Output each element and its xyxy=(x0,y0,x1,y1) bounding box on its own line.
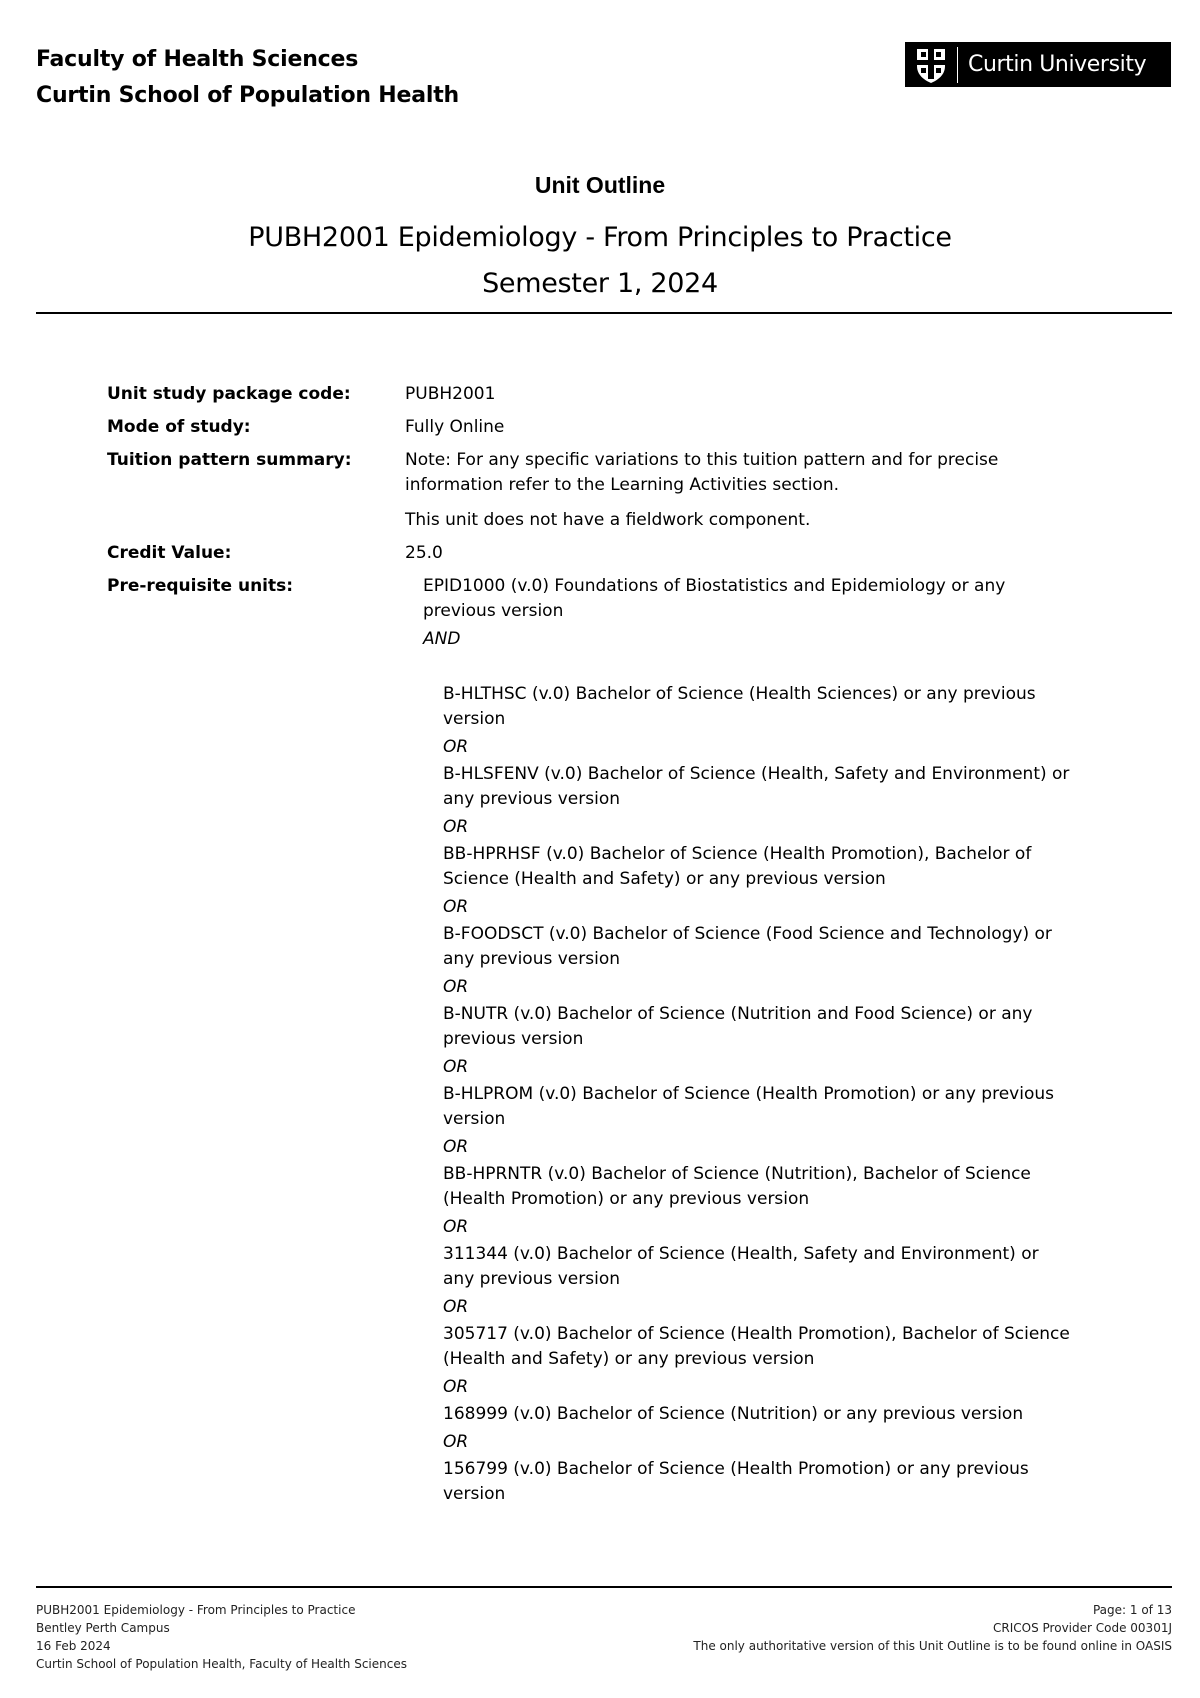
prereq-item: B-FOODSCT (v.0) Bachelor of Science (Food Science and Technology) or any previous version xyxy=(443,924,1052,969)
tuition-row xyxy=(107,448,1087,533)
crest-icon xyxy=(913,46,949,84)
prereq-alternatives xyxy=(443,682,1073,1507)
credit-value: 25.0 xyxy=(405,543,443,563)
logo-text: Curtin University xyxy=(968,52,1147,77)
prereq-item: BB-HPRHSF (v.0) Bachelor of Science (Health Promotion), Bachelor of Science (Health and Safety) or any previous version xyxy=(443,844,1032,889)
or-connector: OR xyxy=(443,1297,469,1317)
package-code-label: Unit study package code: xyxy=(107,384,351,404)
header-divider xyxy=(36,312,1172,314)
cricos-code: CRICOS Provider Code 00301J xyxy=(993,1621,1172,1635)
prereq-item: 168999 (v.0) Bachelor of Science (Nutrition) or any previous version xyxy=(443,1404,1024,1424)
or-connector: OR xyxy=(443,1057,469,1077)
semester-title: Semester 1, 2024 xyxy=(482,268,718,299)
faculty-header xyxy=(36,42,459,114)
prereq-list xyxy=(423,574,1070,1507)
unit-details xyxy=(107,382,1087,1515)
unit-title: PUBH2001 Epidemiology - From Principles to Practice xyxy=(248,222,952,253)
or-connector: OR xyxy=(443,1377,469,1397)
or-connector: OR xyxy=(443,737,469,757)
mode-value: Fully Online xyxy=(405,417,505,437)
school-name: Curtin School of Population Health xyxy=(36,83,459,108)
or-connector: OR xyxy=(443,1137,469,1157)
authoritative-note: The only authoritative version of this Unit Outline is to be found online in OASIS xyxy=(693,1639,1172,1653)
or-connector: OR xyxy=(443,897,469,917)
tuition-fieldwork: This unit does not have a fieldwork component. xyxy=(405,510,811,530)
mode-row xyxy=(107,415,1087,440)
logo-divider xyxy=(957,47,958,83)
prereq-row xyxy=(107,574,1087,1507)
prereq-item: 156799 (v.0) Bachelor of Science (Health Promotion) or any previous version xyxy=(443,1459,1029,1504)
package-code-value: PUBH2001 xyxy=(405,384,496,404)
prereq-item: 305717 (v.0) Bachelor of Science (Health Promotion), Bachelor of Science (Health and Safety) or any previous version xyxy=(443,1324,1070,1369)
prereq-first: EPID1000 (v.0) Foundations of Biostatistics and Epidemiology or any previous version xyxy=(423,576,1006,621)
footer-campus: Bentley Perth Campus xyxy=(36,1621,170,1635)
credit-label: Credit Value: xyxy=(107,543,232,563)
prereq-item: B-HLPROM (v.0) Bachelor of Science (Health Promotion) or any previous version xyxy=(443,1084,1054,1129)
and-connector: AND xyxy=(423,629,461,649)
prereq-label: Pre-requisite units: xyxy=(107,576,294,596)
footer-right xyxy=(693,1601,1172,1655)
footer-unit: PUBH2001 Epidemiology - From Principles to Practice xyxy=(36,1603,356,1617)
footer-school: Curtin School of Population Health, Faculty of Health Sciences xyxy=(36,1657,407,1671)
faculty-name: Faculty of Health Sciences xyxy=(36,47,359,72)
footer-divider xyxy=(36,1586,1172,1588)
or-connector: OR xyxy=(443,1432,469,1452)
prereq-item: B-HLSFENV (v.0) Bachelor of Science (Health, Safety and Environment) or any previous version xyxy=(443,764,1070,809)
tuition-note: Note: For any specific variations to this tuition pattern and for precise information refer to the Learning Activities section. xyxy=(405,450,999,495)
page-number: Page: 1 of 13 xyxy=(1092,1603,1172,1617)
tuition-value xyxy=(405,448,1045,533)
curtin-logo xyxy=(905,42,1171,87)
mode-label: Mode of study: xyxy=(107,417,251,437)
credit-row xyxy=(107,541,1087,566)
prereq-item: 311344 (v.0) Bachelor of Science (Health, Safety and Environment) or any previous version xyxy=(443,1244,1039,1289)
prereq-item: B-NUTR (v.0) Bachelor of Science (Nutrition and Food Science) or any previous version xyxy=(443,1004,1033,1049)
or-connector: OR xyxy=(443,817,469,837)
prereq-item: BB-HPRNTR (v.0) Bachelor of Science (Nutrition), Bachelor of Science (Health Promotion) or any previous version xyxy=(443,1164,1031,1209)
prereq-item: B-HLTHSC (v.0) Bachelor of Science (Health Sciences) or any previous version xyxy=(443,684,1036,729)
footer-date: 16 Feb 2024 xyxy=(36,1639,111,1653)
page-heading: Unit Outline xyxy=(534,172,666,198)
package-code-row xyxy=(107,382,1087,407)
or-connector: OR xyxy=(443,977,469,997)
tuition-label: Tuition pattern summary: xyxy=(107,450,352,470)
footer-left xyxy=(36,1601,407,1673)
or-connector: OR xyxy=(443,1217,469,1237)
